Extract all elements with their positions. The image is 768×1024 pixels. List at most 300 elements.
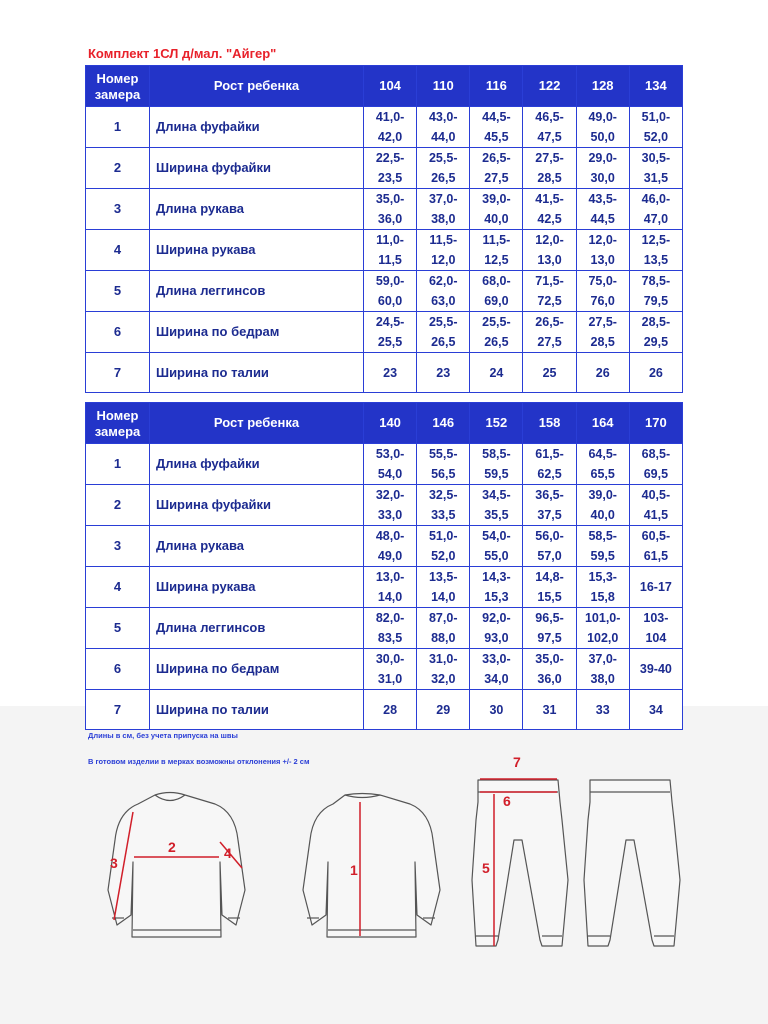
- measure-name: Ширина фуфайки: [150, 148, 364, 189]
- size-value: [576, 230, 629, 271]
- size-value: [523, 649, 576, 690]
- measure-number: 7: [86, 353, 150, 393]
- table-row: [86, 526, 683, 567]
- size-value-part: 32,0-: [375, 488, 405, 502]
- sweatshirt-back-sketch: [303, 794, 440, 938]
- size-value: [417, 608, 470, 649]
- size-value-part: 22,5-: [375, 151, 405, 165]
- size-value: [629, 107, 682, 148]
- size-value-part: 52,0: [643, 130, 669, 144]
- size-value-part: 29: [436, 702, 451, 717]
- height-col: 116: [470, 66, 523, 107]
- size-value-part: 54,0-: [482, 529, 511, 543]
- size-value-part: 61,5-: [535, 447, 564, 461]
- note-units: Длины в см, без учета припуска на швы: [88, 731, 238, 740]
- height-col: 164: [576, 403, 629, 444]
- measure-label-1: 1: [350, 862, 358, 878]
- size-value-part: 11,5-: [482, 233, 511, 247]
- size-value: [576, 649, 629, 690]
- size-value-part: 62,0-: [428, 274, 458, 288]
- size-value-part: 27,5: [484, 171, 509, 185]
- size-value-part: 15,8: [590, 590, 615, 604]
- size-value-part: 13,5: [643, 253, 669, 267]
- size-value-part: 56,5: [431, 467, 456, 481]
- size-value: [417, 526, 470, 567]
- table-row: [86, 608, 683, 649]
- size-value-part: 30,5-: [641, 151, 671, 165]
- size-value-part: 88,0: [431, 631, 456, 645]
- size-value: [364, 230, 417, 271]
- size-value: [629, 353, 682, 393]
- size-value: [470, 608, 523, 649]
- size-value-part: 26,5: [431, 171, 456, 185]
- measure-name: Длина леггинсов: [150, 271, 364, 312]
- size-value: [364, 312, 417, 353]
- size-value: [417, 444, 470, 485]
- size-value-part: 11,0-: [376, 233, 404, 247]
- table-row: [86, 444, 683, 485]
- height-col: 110: [417, 66, 470, 107]
- size-value: [523, 271, 576, 312]
- size-value-part: 71,5-: [535, 274, 564, 288]
- size-value-part: 26,5: [484, 335, 509, 349]
- measure-name: Длина фуфайки: [150, 444, 364, 485]
- header-measure-number: Номер замера: [86, 66, 150, 107]
- size-value-part: 65,5: [590, 467, 615, 481]
- size-value-part: 12,5-: [641, 233, 671, 247]
- size-value: [576, 444, 629, 485]
- size-value-part: 60,5-: [641, 529, 671, 543]
- size-value: [523, 567, 576, 608]
- size-value-part: 104: [645, 631, 667, 645]
- size-value-part: 33,5: [431, 508, 456, 522]
- size-value-part: 35,0-: [535, 652, 564, 666]
- size-value-part: 13,0: [537, 253, 562, 267]
- size-value: [364, 526, 417, 567]
- height-col: 122: [523, 66, 576, 107]
- size-value-part: 102,0: [587, 631, 619, 645]
- size-value-part: 14,8-: [535, 570, 564, 584]
- size-value-part: 27,5-: [535, 151, 564, 165]
- size-value-part: 59,0-: [375, 274, 405, 288]
- table-row: [86, 230, 683, 271]
- measure-label-2: 2: [168, 839, 176, 855]
- size-value-part: 27,5: [537, 335, 562, 349]
- size-value-part: 40,5-: [641, 488, 671, 502]
- size-value: [576, 353, 629, 393]
- height-col: 170: [629, 403, 682, 444]
- size-value: [470, 230, 523, 271]
- table-row: [86, 649, 683, 690]
- leggings-back-sketch: [584, 780, 680, 946]
- size-value: [523, 485, 576, 526]
- size-value-part: 43,5-: [588, 192, 617, 206]
- size-value: [523, 230, 576, 271]
- table-row: [86, 312, 683, 353]
- measure-number: 1: [86, 107, 150, 148]
- size-value-part: 28: [383, 702, 398, 717]
- size-value-part: 46,0-: [641, 192, 671, 206]
- size-value: [576, 148, 629, 189]
- size-value: [417, 353, 470, 393]
- size-value-part: 23: [383, 365, 398, 380]
- size-value-part: 25: [542, 365, 557, 380]
- size-value-part: 14,3-: [482, 570, 511, 584]
- size-value: [470, 271, 523, 312]
- size-value-part: 39,0-: [588, 488, 617, 502]
- height-col: 104: [364, 66, 417, 107]
- measure-number: 6: [86, 649, 150, 690]
- size-value: [364, 444, 417, 485]
- measure-name: Ширина по бедрам: [150, 312, 364, 353]
- size-value-part: 61,5: [643, 549, 669, 563]
- size-value: [629, 526, 682, 567]
- size-value-part: 44,5: [590, 212, 615, 226]
- table-row: [86, 148, 683, 189]
- size-value-part: 15,3: [484, 590, 509, 604]
- size-value-part: 12,0: [431, 253, 456, 267]
- size-value-part: 23: [436, 365, 451, 380]
- size-value-part: 55,5-: [428, 447, 458, 461]
- size-value-part: 31: [542, 702, 557, 717]
- size-value-part: 79,5: [643, 294, 669, 308]
- size-value: [470, 189, 523, 230]
- measure-number: 4: [86, 567, 150, 608]
- size-value: [470, 148, 523, 189]
- garment-diagram: [0, 740, 768, 1024]
- size-value: [417, 312, 470, 353]
- size-value: [470, 444, 523, 485]
- size-value: [417, 271, 470, 312]
- size-value: [364, 567, 417, 608]
- measure-number: 4: [86, 230, 150, 271]
- size-value-part: 55,0: [484, 549, 509, 563]
- size-table-1: [85, 65, 683, 393]
- size-value-part: 15,5: [537, 590, 562, 604]
- size-value-part: 34,5-: [482, 488, 511, 502]
- size-value-part: 69,0: [484, 294, 509, 308]
- size-value-part: 83,5: [377, 631, 403, 645]
- size-value-part: 31,0-: [428, 652, 458, 666]
- size-value-part: 12,5: [484, 253, 509, 267]
- size-value: [576, 271, 629, 312]
- table-row: [86, 189, 683, 230]
- size-value-part: 56,0-: [535, 529, 564, 543]
- height-col: 128: [576, 66, 629, 107]
- size-value: [576, 690, 629, 730]
- size-value: [417, 189, 470, 230]
- size-value-part: 37,5: [537, 508, 562, 522]
- size-value: [523, 189, 576, 230]
- table-row: [86, 107, 683, 148]
- size-value: [629, 444, 682, 485]
- size-value-part: 35,5: [484, 508, 509, 522]
- size-value-part: 12,0-: [535, 233, 564, 247]
- size-value-part: 26,5: [431, 335, 456, 349]
- size-value: [629, 567, 682, 608]
- size-value: [523, 526, 576, 567]
- size-value-part: 101,0-: [584, 611, 621, 625]
- size-value: [629, 271, 682, 312]
- size-value: [523, 353, 576, 393]
- size-value: [523, 312, 576, 353]
- size-value-part: 52,0: [431, 549, 456, 563]
- size-value-part: 37,0-: [588, 652, 617, 666]
- size-value: [364, 189, 417, 230]
- size-value-part: 36,0: [377, 212, 403, 226]
- size-value-part: 44,5-: [482, 110, 511, 124]
- sweatshirt-front-sketch: [108, 793, 245, 938]
- measure-name: Длина рукава: [150, 189, 364, 230]
- size-value: [417, 567, 470, 608]
- measure-name: Ширина по бедрам: [150, 649, 364, 690]
- measure-label-3: 3: [110, 855, 118, 871]
- measure-label-7: 7: [513, 754, 521, 770]
- size-value-part: 14,0: [377, 590, 403, 604]
- measure-number: 7: [86, 690, 150, 730]
- size-value-part: 13,0-: [375, 570, 405, 584]
- measure-number: 2: [86, 148, 150, 189]
- measure-name: Ширина рукава: [150, 230, 364, 271]
- size-value-part: 93,0: [484, 631, 509, 645]
- size-value-part: 15,3-: [588, 570, 617, 584]
- size-value: [523, 107, 576, 148]
- size-value: [523, 148, 576, 189]
- table-header-row: [86, 403, 683, 444]
- size-value-part: 36,0: [537, 672, 562, 686]
- header-child-height: Рост ребенка: [150, 403, 364, 444]
- size-value-part: 34: [648, 702, 663, 717]
- size-value: [417, 649, 470, 690]
- size-value-part: 29,5: [643, 335, 669, 349]
- size-value-part: 35,0-: [375, 192, 405, 206]
- size-value-part: 72,5: [537, 294, 562, 308]
- size-value-part: 60,0: [377, 294, 403, 308]
- size-value: [417, 148, 470, 189]
- measure-number: 3: [86, 189, 150, 230]
- header-measure-number: Номер замера: [86, 403, 150, 444]
- size-value: [470, 107, 523, 148]
- size-value-part: 40,0: [484, 212, 509, 226]
- size-value-part: 25,5-: [428, 315, 458, 329]
- measure-label-5: 5: [482, 860, 490, 876]
- size-value-part: 87,0-: [428, 611, 458, 625]
- size-value-part: 53,0-: [375, 447, 405, 461]
- size-value-part: 64,5-: [588, 447, 617, 461]
- table-row: [86, 567, 683, 608]
- size-value-part: 23,5: [377, 171, 403, 185]
- size-value-part: 47,0: [643, 212, 669, 226]
- size-value-part: 51,0-: [428, 529, 458, 543]
- size-value-part: 29,0-: [588, 151, 617, 165]
- size-value-part: 43,0-: [428, 110, 458, 124]
- size-value-part: 97,5: [537, 631, 562, 645]
- measure-number: 1: [86, 444, 150, 485]
- size-value-part: 54,0: [377, 467, 403, 481]
- size-value-part: 46,5-: [535, 110, 564, 124]
- size-value-part: 25,5: [377, 335, 403, 349]
- size-value-part: 13,0: [590, 253, 615, 267]
- size-value: [629, 690, 682, 730]
- header-child-height: Рост ребенка: [150, 66, 364, 107]
- size-value-part: 40,0: [590, 508, 615, 522]
- size-value-part: 31,5: [643, 171, 669, 185]
- size-value: [364, 353, 417, 393]
- size-value-part: 26: [595, 365, 610, 380]
- size-value-part: 32,5-: [428, 488, 458, 502]
- size-value: [629, 189, 682, 230]
- measure-number: 5: [86, 271, 150, 312]
- size-value-part: 24,5-: [375, 315, 405, 329]
- size-value-part: 11,5-: [429, 233, 458, 247]
- measure-number: 6: [86, 312, 150, 353]
- table-row: [86, 271, 683, 312]
- size-value-part: 12,0-: [588, 233, 617, 247]
- size-value-part: 44,0: [431, 130, 456, 144]
- size-value: [576, 189, 629, 230]
- size-value: [576, 526, 629, 567]
- size-value-part: 82,0-: [375, 611, 405, 625]
- size-table-2: [85, 402, 683, 730]
- size-value: [364, 649, 417, 690]
- size-value-part: 39,0-: [482, 192, 511, 206]
- measure-name: Длина фуфайки: [150, 107, 364, 148]
- size-value: [470, 485, 523, 526]
- size-value: [576, 107, 629, 148]
- size-value-part: 13,5-: [428, 570, 458, 584]
- size-value-part: 57,0: [537, 549, 562, 563]
- table-row: [86, 353, 683, 393]
- size-value: [364, 107, 417, 148]
- size-value-part: 33: [595, 702, 610, 717]
- size-value-part: 59,5: [590, 549, 615, 563]
- height-col: 146: [417, 403, 470, 444]
- size-value-part: 25,5-: [428, 151, 458, 165]
- size-value-part: 41,0-: [375, 110, 405, 124]
- size-value: [364, 485, 417, 526]
- size-value-part: 30,0: [590, 171, 615, 185]
- size-value-part: 58,5-: [588, 529, 617, 543]
- size-value-part: 42,5: [537, 212, 562, 226]
- size-value: [364, 608, 417, 649]
- measure-name: Ширина по талии: [150, 353, 364, 393]
- size-value-part: 48,0-: [375, 529, 405, 543]
- table-row: [86, 485, 683, 526]
- size-value-part: 37,0-: [428, 192, 458, 206]
- measure-number: 2: [86, 485, 150, 526]
- product-title: Комплект 1СЛ д/мал. "Айгер": [88, 46, 277, 61]
- size-value: [417, 230, 470, 271]
- size-value: [629, 230, 682, 271]
- size-value: [417, 690, 470, 730]
- size-value: [629, 608, 682, 649]
- size-value-part: 34,0: [484, 672, 509, 686]
- size-value: [470, 649, 523, 690]
- size-value-part: 41,5-: [535, 192, 564, 206]
- table-row: [86, 690, 683, 730]
- size-value-part: 36,5-: [535, 488, 564, 502]
- size-value-part: 38,0: [431, 212, 456, 226]
- size-value: [364, 690, 417, 730]
- height-col: 140: [364, 403, 417, 444]
- size-value-part: 25,5-: [482, 315, 511, 329]
- size-value-part: 24: [489, 365, 504, 380]
- size-value: [470, 312, 523, 353]
- size-value-part: 38,0: [590, 672, 615, 686]
- size-value: [470, 353, 523, 393]
- size-value: [523, 444, 576, 485]
- size-value-part: 63,0: [431, 294, 456, 308]
- height-col: 134: [629, 66, 682, 107]
- size-value-part: 33,0: [377, 508, 403, 522]
- size-value-part: 76,0: [590, 294, 615, 308]
- table-header-row: [86, 66, 683, 107]
- measure-name: Ширина фуфайки: [150, 485, 364, 526]
- size-value-part: 78,5-: [641, 274, 671, 288]
- measure-label-4: 4: [224, 845, 232, 861]
- measure-name: Ширина по талии: [150, 690, 364, 730]
- size-value-part: 45,5: [484, 130, 509, 144]
- height-col: 152: [470, 403, 523, 444]
- size-value: [523, 608, 576, 649]
- size-value-part: 30: [489, 702, 504, 717]
- size-value: [523, 690, 576, 730]
- size-value: [629, 649, 682, 690]
- size-value-part: 92,0-: [482, 611, 511, 625]
- size-value-part: 41,5: [643, 508, 669, 522]
- size-value-part: 30,0-: [375, 652, 405, 666]
- size-value: [576, 608, 629, 649]
- size-value-part: 68,5-: [641, 447, 671, 461]
- size-value-part: 14,0: [431, 590, 456, 604]
- size-value-part: 68,0-: [482, 274, 511, 288]
- size-value: [576, 567, 629, 608]
- size-value-part: 103-: [643, 611, 669, 625]
- size-value-part: 26: [648, 365, 663, 380]
- size-value-part: 32,0: [431, 672, 456, 686]
- size-value-part: 96,5-: [535, 611, 564, 625]
- size-value-part: 28,5: [537, 171, 562, 185]
- size-value: [364, 148, 417, 189]
- size-value-part: 31,0: [377, 672, 403, 686]
- size-value-part: 26,5-: [482, 151, 511, 165]
- size-value: [629, 312, 682, 353]
- size-value-part: 28,5-: [641, 315, 671, 329]
- size-value-part: 33,0-: [482, 652, 511, 666]
- size-value: [417, 485, 470, 526]
- height-col: 158: [523, 403, 576, 444]
- size-value-part: 27,5-: [588, 315, 617, 329]
- note-tolerance: В готовом изделии в мерках возможны отклонения +/- 2 см: [88, 757, 310, 766]
- size-value-part: 47,5: [537, 130, 562, 144]
- measure-name: Длина леггинсов: [150, 608, 364, 649]
- measure-label-6: 6: [503, 793, 511, 809]
- size-value-part: 69,5: [643, 467, 669, 481]
- size-value-part: 42,0: [377, 130, 403, 144]
- size-value-part: 62,5: [537, 467, 562, 481]
- measure-number: 3: [86, 526, 150, 567]
- measure-number: 5: [86, 608, 150, 649]
- size-value: [470, 690, 523, 730]
- size-value: [417, 107, 470, 148]
- size-value-part: 50,0: [590, 130, 615, 144]
- size-value: [364, 271, 417, 312]
- size-value-part: 16-17: [639, 580, 672, 594]
- size-value-part: 75,0-: [588, 274, 617, 288]
- size-value: [629, 148, 682, 189]
- size-value-part: 58,5-: [482, 447, 511, 461]
- size-value-part: 59,5: [484, 467, 509, 481]
